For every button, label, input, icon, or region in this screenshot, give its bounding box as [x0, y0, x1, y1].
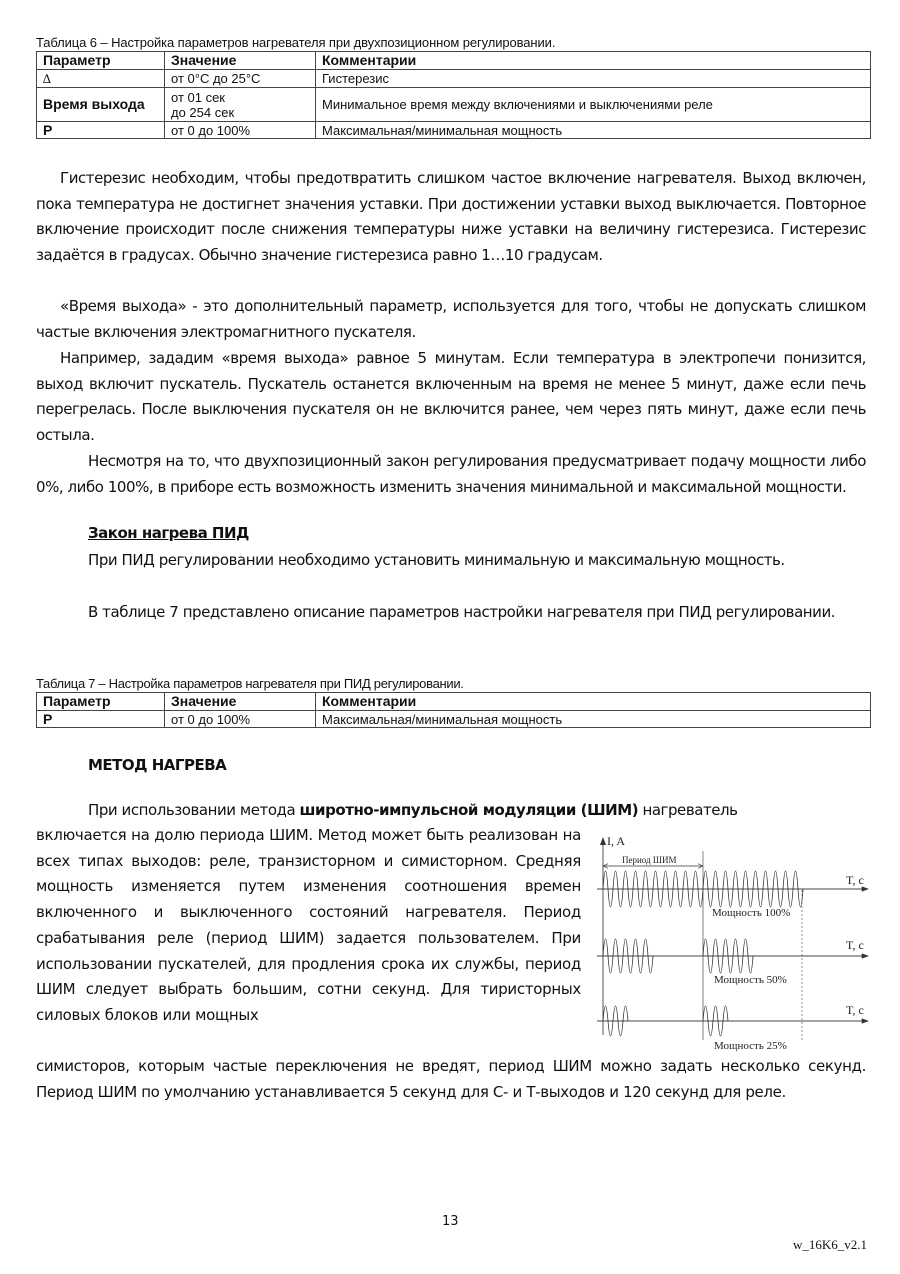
- param-cell: ∆: [37, 70, 165, 88]
- table6-header-row: [37, 52, 871, 70]
- page-number: 13: [442, 1214, 459, 1229]
- table6-header-param: Параметр: [37, 52, 165, 70]
- param-cell: P: [37, 711, 165, 728]
- table6-header-value: Значение: [165, 52, 316, 70]
- value-cell: от 0 до 100%: [165, 711, 316, 728]
- comment-cell: Гистерезис: [316, 70, 871, 88]
- table6-caption: Таблица 6 – Настройка параметров нагревателя при двухпозиционном регулировании.: [36, 35, 556, 50]
- table7-header-param: Параметр: [37, 693, 165, 711]
- y-axis-label: I, A: [607, 834, 625, 848]
- power-label-50: Мощность 50%: [714, 974, 787, 986]
- paragraph-pwm-intro: [36, 798, 866, 824]
- value-cell: от 0°С до 25°С: [165, 70, 316, 88]
- pwm-intro-end: нагреватель: [638, 801, 738, 819]
- table-row: [37, 70, 871, 88]
- table7-header-value: Значение: [165, 693, 316, 711]
- value-line-2: до 254 сек: [171, 104, 235, 120]
- pwm-intro-bold: широтно-импульсной модуляции (ШИМ): [299, 801, 639, 819]
- comment-cell: Максимальная/минимальная мощность: [316, 711, 871, 728]
- paragraph-example: Например, зададим «время выхода» равное 5 минутам. Если температура в электропечи понизится, выход включит пускатель. Пускатель останется включенным на время не менее 5 минут, даже если печь перегрелась. После выключения пускателя он не включится ранее, чем через пять минут, даже если печь остыла.: [36, 349, 866, 445]
- value-cell: от 0 до 100%: [165, 122, 316, 139]
- table7-header-row: [37, 693, 871, 711]
- param-cell: Время выхода: [37, 88, 165, 122]
- pwm-diagram: [590, 828, 880, 1058]
- method-heading: МЕТОД НАГРЕВА: [88, 756, 227, 774]
- document-id: w_16K6_v2.1: [792, 1237, 867, 1252]
- table7: [36, 692, 871, 728]
- pwm-intro-start: При использовании метода: [88, 801, 300, 819]
- comment-cell: Максимальная/минимальная мощность: [316, 122, 871, 139]
- paragraph-hysteresis: Гистерезис необходим, чтобы предотвратить слишком частое включение нагревателя. Выход включен, пока температура не достигнет значения уставки. При достижении уставки выход выключается. Повторное включение происходит после снижения температуры ниже уставки на величину гистерезиса. Гистерезис задаётся в градусах. Обычно значение гистерезиса равно 1…10 градусам.: [36, 169, 866, 265]
- table-row: [37, 88, 871, 122]
- table6-header-comment: Комментарии: [316, 52, 871, 70]
- power-label-25: Мощность 25%: [714, 1040, 787, 1052]
- table7-header-comment: Комментарии: [316, 693, 871, 711]
- paragraph-power-limits: Несмотря на то, что двухпозиционный закон регулирования предусматривает подачу мощности либо 0%, либо 100%, в приборе есть возможность изменить значения минимальной и максимальной мощности.: [36, 452, 866, 496]
- table6: [36, 51, 871, 139]
- table7-caption: Таблица 7 – Настройка параметров нагревателя при ПИД регулировании.: [36, 676, 464, 691]
- paragraph-pid: При ПИД регулировании необходимо установить минимальную и максимальную мощность.: [88, 551, 785, 569]
- pid-heading: Закон нагрева ПИД: [88, 524, 249, 542]
- paragraph-pwm-tail: симисторов, которым частые переключения не вредят, период ШИМ можно задать несколько секунд. Период ШИМ по умолчанию устанавливается 5 секунд для С- и Т-выходов и 120 секунд для реле.: [36, 1057, 866, 1101]
- time-axis-label-3: T, c: [846, 1003, 864, 1017]
- time-axis-label-1: T, c: [846, 873, 864, 887]
- power-label-100: Мощность 100%: [712, 907, 791, 919]
- value-line-1: от 01 сек: [171, 89, 225, 105]
- paragraph-table7-intro: В таблице 7 представлено описание параметров настройки нагревателя при ПИД регулировании.: [88, 603, 836, 621]
- paragraph-output-time: «Время выхода» - это дополнительный параметр, используется для того, чтобы не допускать слишком частые включения электромагнитного пускателя.: [36, 297, 866, 341]
- param-cell: P: [37, 122, 165, 139]
- comment-cell: Минимальное время между включениями и выключениями реле: [316, 88, 871, 122]
- paragraph-pwm-wrapped: включается на долю периода ШИМ. Метод может быть реализован на всех типах выходов: реле, транзисторном и симисторном. Средняя мощность изменяется путем изменения соотношения времен включенного и выключенного состояний нагревателя. Период срабатывания реле (период ШИМ) задается пользователем. При использовании пускателей, для продления срока их службы, период ШИМ следует выбрать большим, сотни секунд. Для тиристорных силовых блоков или мощных: [36, 826, 581, 1024]
- value-cell: [165, 88, 316, 122]
- table-row: [37, 122, 871, 139]
- table-row: [37, 711, 871, 728]
- time-axis-label-2: T, c: [846, 938, 864, 952]
- period-label: Период ШИМ: [622, 855, 677, 865]
